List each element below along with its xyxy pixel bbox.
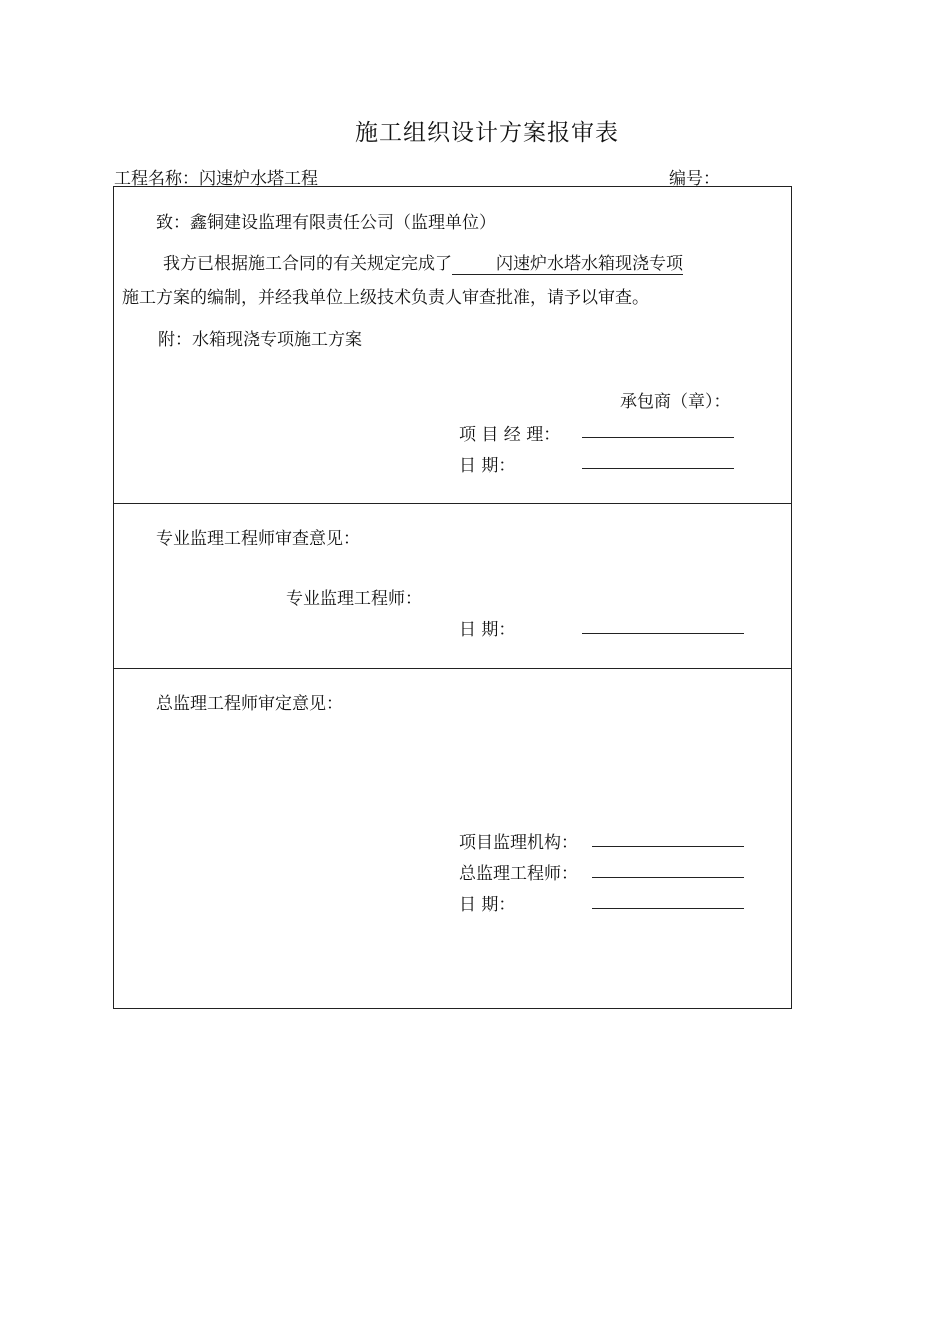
contractor-label: 承包商（章）： [620, 392, 731, 412]
specialist-opinion-label: 专业监理工程师审查意见： [156, 529, 360, 549]
date-label-2: 日 期： [459, 620, 516, 640]
date-label-1: 日 期： [459, 456, 516, 476]
project-name-value: 闪速炉水塔工程 [199, 169, 318, 189]
body-line-1 [163, 249, 683, 274]
chief-engineer-label: 总监理工程师： [459, 864, 578, 884]
project-manager-signature-line [582, 423, 734, 438]
supervision-org-label: 项目监理机构： [459, 833, 578, 853]
date-signature-line-1 [582, 454, 734, 469]
date-label-3: 日 期： [459, 895, 516, 915]
project-manager-row [459, 420, 560, 445]
chief-engineer-signature-line [592, 863, 744, 878]
project-manager-label: 项 目 经 理： [459, 425, 561, 445]
page-title: 施工组织设计方案报审表 [355, 120, 619, 146]
date-signature-line-2 [582, 619, 744, 634]
addressee-line: 致：鑫铜建设监理有限责任公司（监理单位） [156, 213, 496, 233]
project-name-label: 工程名称： [114, 169, 199, 189]
attachment-line: 附：水箱现浇专项施工方案 [158, 330, 362, 350]
body-line-2: 施工方案的编制，并经我单位上级技术负责人审查批准，请予以审查。 [122, 288, 649, 308]
plan-name-underlined: 闪速炉水塔水箱现浇专项 [452, 254, 683, 275]
date-signature-line-3 [592, 894, 744, 909]
body-prefix: 我方已根据施工合同的有关规定完成了 [163, 254, 452, 274]
number-label: 编号： [669, 169, 720, 189]
specialist-engineer-label: 专业监理工程师： [286, 589, 422, 609]
chief-opinion-label: 总监理工程师审定意见： [156, 694, 343, 714]
supervision-org-signature-line [592, 832, 744, 847]
